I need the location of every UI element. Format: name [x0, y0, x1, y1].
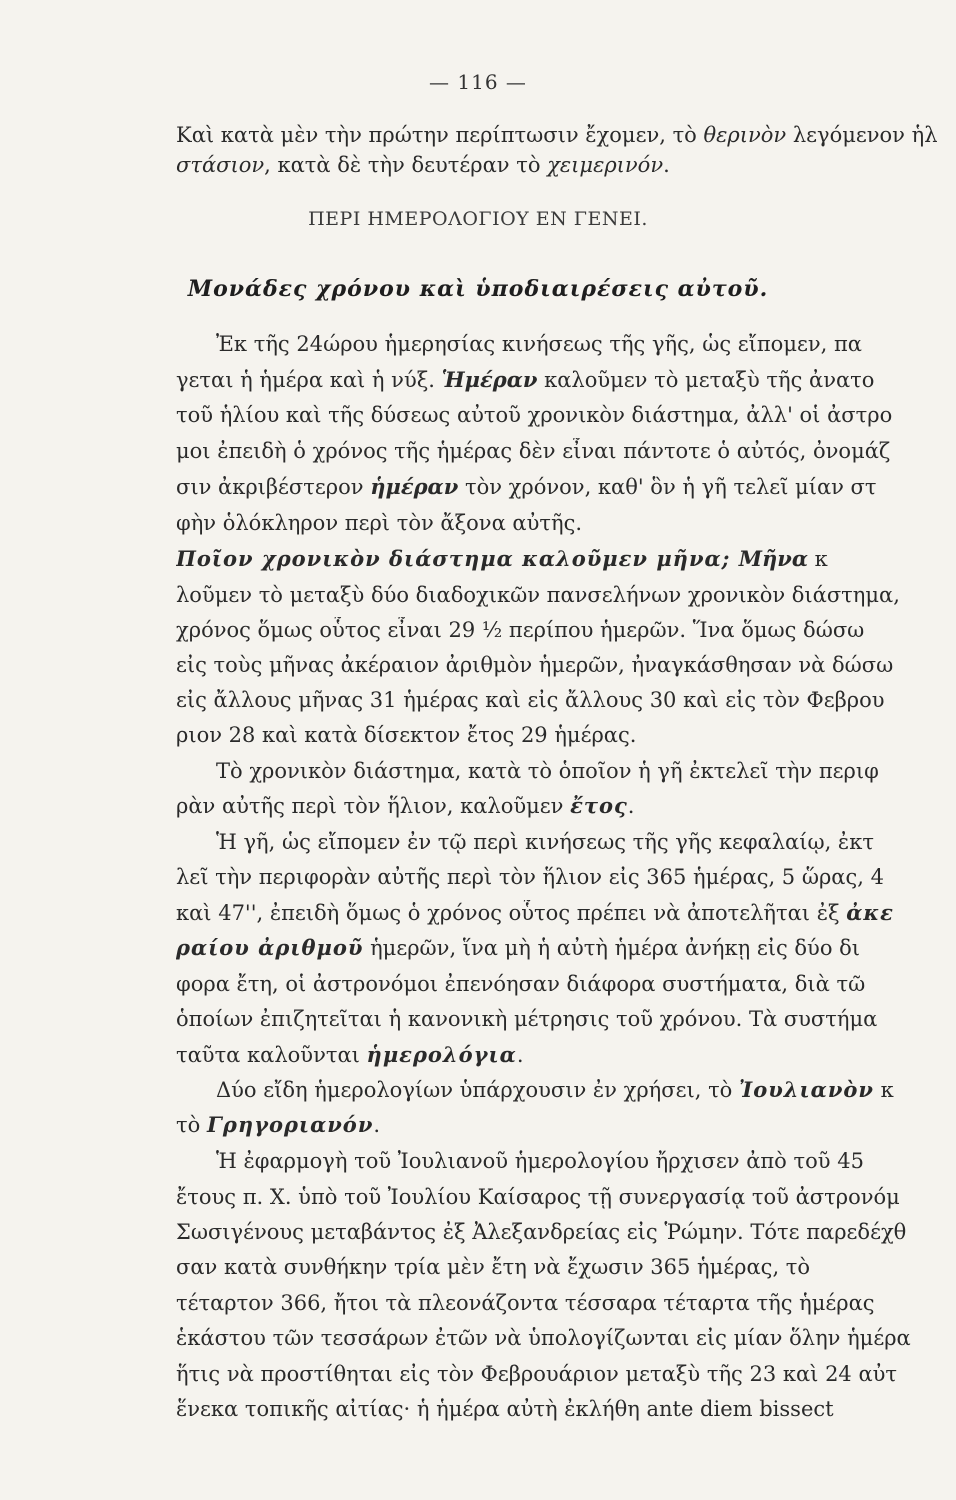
subsection-heading	[0, 274, 956, 304]
text-run: .	[373, 1113, 381, 1137]
text-run: λεῖ τὴν περιφορὰν αὐτῆς περὶ τὸν ἥλιον εἰς 365 ἡμέρας, 5 ὥρας, 4	[176, 865, 884, 889]
paragraph-start-line	[216, 758, 956, 784]
paragraph-start-line	[216, 1077, 956, 1103]
text-run: λοῦμεν τὸ μεταξὺ δύο διαδοχικῶν πανσελήνων χρονικὸν διάστημα,	[176, 583, 900, 607]
paragraph-start-line	[216, 1148, 956, 1174]
text-run: Ἡ ἐφαρμογὴ τοῦ Ἰουλιανοῦ ἡμερολογίου ἤρχισεν ἀπὸ τοῦ 45	[216, 1149, 864, 1173]
text-run: Ἡ γῆ, ὡς εἴπομεν ἐν τῷ περὶ κινήσεως τῆς γῆς κεφαλαίῳ, ἐκτ	[216, 830, 874, 854]
text-line	[176, 1325, 956, 1351]
text-line	[176, 1184, 956, 1210]
text-run: καὶ 47'', ἐπειδὴ ὅμως ὁ χρόνος οὗτος πρέπει νὰ ἀποτελῆται ἐξ	[176, 901, 847, 925]
text-line	[176, 402, 956, 428]
text-line	[176, 864, 956, 890]
text-line	[176, 1219, 956, 1245]
page-number: — 116 —	[429, 70, 527, 94]
emphasized-word: χειμερινόν	[547, 153, 664, 177]
text-line	[176, 510, 956, 536]
text-run: ἕνεκα τοπικῆς αἰτίας· ἡ ἡμέρα αὐτὴ ἐκλήθη ante diem bissect	[176, 1397, 834, 1421]
text-run: ρὰν αὐτῆς περὶ τὸν ἥλιον, καλοῦμεν	[176, 794, 571, 818]
emphasized-term: ἔτος	[570, 793, 628, 818]
text-run: Τὸ χρονικὸν διάστημα, κατὰ τὸ ὁποῖον ἡ γῆ ἐκτελεῖ τὴν περιφ	[216, 759, 879, 783]
text-run: σαν κατὰ συνθήκην τρία μὲν ἔτη νὰ ἔχωσιν 365 ἡμέρας, τὸ	[176, 1255, 811, 1279]
text-line	[176, 1290, 956, 1316]
emphasized-word: θερινὸν	[703, 123, 787, 147]
text-run: φορα ἔτη, οἱ ἀστρονόμοι ἐπενόησαν διάφορα συστήματα, διὰ τῶ	[176, 972, 866, 996]
emphasized-word: Ἡμέραν	[441, 367, 538, 392]
section-heading	[0, 206, 956, 232]
emphasized-term: ραίου ἀριθμοῦ	[176, 935, 364, 960]
text-run: Μονάδες χρόνου καὶ ὑποδιαιρέσεις αὐτοῦ.	[187, 276, 769, 302]
text-line	[176, 1112, 956, 1138]
text-line	[176, 474, 956, 500]
text-run: εἰς τοὺς μῆνας ἀκέραιον ἀριθμὸν ἡμερῶν, ἠναγκάσθησαν νὰ δώσω	[176, 653, 894, 677]
text-line	[176, 367, 956, 393]
text-run: κ	[874, 1078, 894, 1102]
text-line	[176, 582, 956, 608]
emphasized-term: ἀκε	[846, 900, 894, 925]
text-line	[176, 152, 956, 178]
text-run: τὸν χρόνον, καθ' ὃν ἡ γῆ τελεῖ μίαν στ	[458, 475, 877, 499]
text-run: ἔτους π. Χ. ὑπὸ τοῦ Ἰουλίου Καίσαρος τῇ συνεργασίᾳ τοῦ ἀστρονόμ	[176, 1185, 900, 1209]
emphasized-word: ἡμέραν	[370, 474, 459, 499]
text-run: εἰς ἄλλους μῆνας 31 ἡμέρας καὶ εἰς ἄλλους 30 καὶ εἰς τὸν Φεβρου	[176, 688, 885, 712]
emphasized-term: ἡμερολόγια	[366, 1042, 517, 1067]
text-line	[176, 438, 956, 464]
text-line	[176, 935, 956, 961]
text-run: Σωσιγένους μεταβάντος ἐξ Ἀλεξανδρείας εἰς Ῥώμην. Τότε παρεδέχθ	[176, 1220, 907, 1244]
text-run: κ	[808, 547, 828, 571]
text-run: .	[663, 153, 670, 177]
text-line	[176, 617, 956, 643]
text-line	[176, 1254, 956, 1280]
text-run: καλοῦμεν τὸ μεταξὺ τῆς ἀνατο	[537, 368, 875, 392]
emphasized-word: Μῆνα	[738, 546, 808, 571]
text-run: μοι ἐπειδὴ ὁ χρόνος τῆς ἡμέρας δὲν εἶναι πάντοτε ὁ αὐτός, ὀνομάζ	[176, 439, 891, 463]
text-line	[176, 546, 956, 572]
text-line	[176, 652, 956, 678]
text-run: .	[516, 1043, 524, 1067]
text-line	[176, 1361, 956, 1387]
text-run: Δύο εἴδη ἡμερολογίων ὑπάρχουσιν ἐν χρήσει, τὸ	[216, 1078, 740, 1102]
text-run: λεγόμενον ἡλ	[786, 123, 938, 147]
text-line	[176, 1006, 956, 1032]
text-run: ἡμερῶν, ἵνα μὴ ἡ αὐτὴ ἡμέρα ἀνήκῃ εἰς δύο δι	[363, 936, 861, 960]
paragraph-start-line	[216, 829, 956, 855]
text-run: τέταρτον 366, ἤτοι τὰ πλεονάζοντα τέσσαρα τέταρτα τῆς ἡμέρας	[176, 1291, 875, 1315]
text-line	[176, 1042, 956, 1068]
emphasized-term: Γρηγοριανόν	[206, 1112, 374, 1137]
text-run: ἑκάστου τῶν τεσσάρων ἐτῶν νὰ ὑπολογίζωνται εἰς μίαν ὅλην ἡμέρα	[176, 1326, 911, 1350]
text-run: σιν ἀκριβέστερον	[176, 475, 371, 499]
emphasized-word: στάσιον	[176, 153, 265, 177]
emphasized-term: Ποῖον χρονικὸν διάστημα καλοῦμεν μῆνα;	[176, 546, 739, 571]
text-run: φὴν ὁλόκληρον περὶ τὸν ἄξονα αὐτῆς.	[176, 511, 583, 535]
text-run: ριον 28 καὶ κατὰ δίσεκτον ἔτος 29 ἡμέρας.	[176, 723, 637, 747]
text-run: , κατὰ δὲ τὴν δευτέραν τὸ	[264, 153, 548, 177]
text-run: ὁποίων ἐπιζητεῖται ἡ κανονικὴ μέτρησις τοῦ χρόνου. Τὰ συστήμα	[176, 1007, 878, 1031]
text-run: τοῦ ἡλίου καὶ τῆς δύσεως αὐτοῦ χρονικὸν διάστημα, ἀλλ' οἱ ἀστρο	[176, 403, 893, 427]
text-line	[176, 687, 956, 713]
text-line	[176, 793, 956, 819]
text-run: Καὶ κατὰ μὲν τὴν πρώτην περίπτωσιν ἔχομεν, τὸ	[176, 123, 704, 147]
text-line	[176, 122, 956, 148]
text-run: ταῦτα καλοῦνται	[176, 1043, 367, 1067]
paragraph-start-line	[216, 331, 956, 357]
text-run: ἥτις νὰ προστίθηται εἰς τὸν Φεβρουάριον μεταξὺ τῆς 23 καὶ 24 αὐτ	[176, 1362, 898, 1386]
text-line	[176, 900, 956, 926]
emphasized-term: Ἰουλιανὸν	[739, 1077, 874, 1102]
text-run: γεται ἡ ἡμέρα καὶ ἡ νύξ.	[176, 368, 442, 392]
text-run: .	[627, 794, 635, 818]
text-run: χρόνος ὅμως οὗτος εἶναι 29 ½ περίπου ἡμερῶν. Ἵνα ὅμως δώσω	[176, 618, 865, 642]
text-run: τὸ	[176, 1113, 207, 1137]
text-line	[176, 971, 956, 997]
text-run: Ἐκ τῆς 24ώρου ἡμερησίας κινήσεως τῆς γῆς, ὡς εἴπομεν, πα	[216, 332, 862, 356]
text-line	[176, 1396, 956, 1422]
text-run: ΠΕΡΙ ΗΜΕΡΟΛΟΓΙΟΥ ΕΝ ΓΕΝΕΙ.	[308, 208, 648, 230]
text-line	[176, 722, 956, 748]
